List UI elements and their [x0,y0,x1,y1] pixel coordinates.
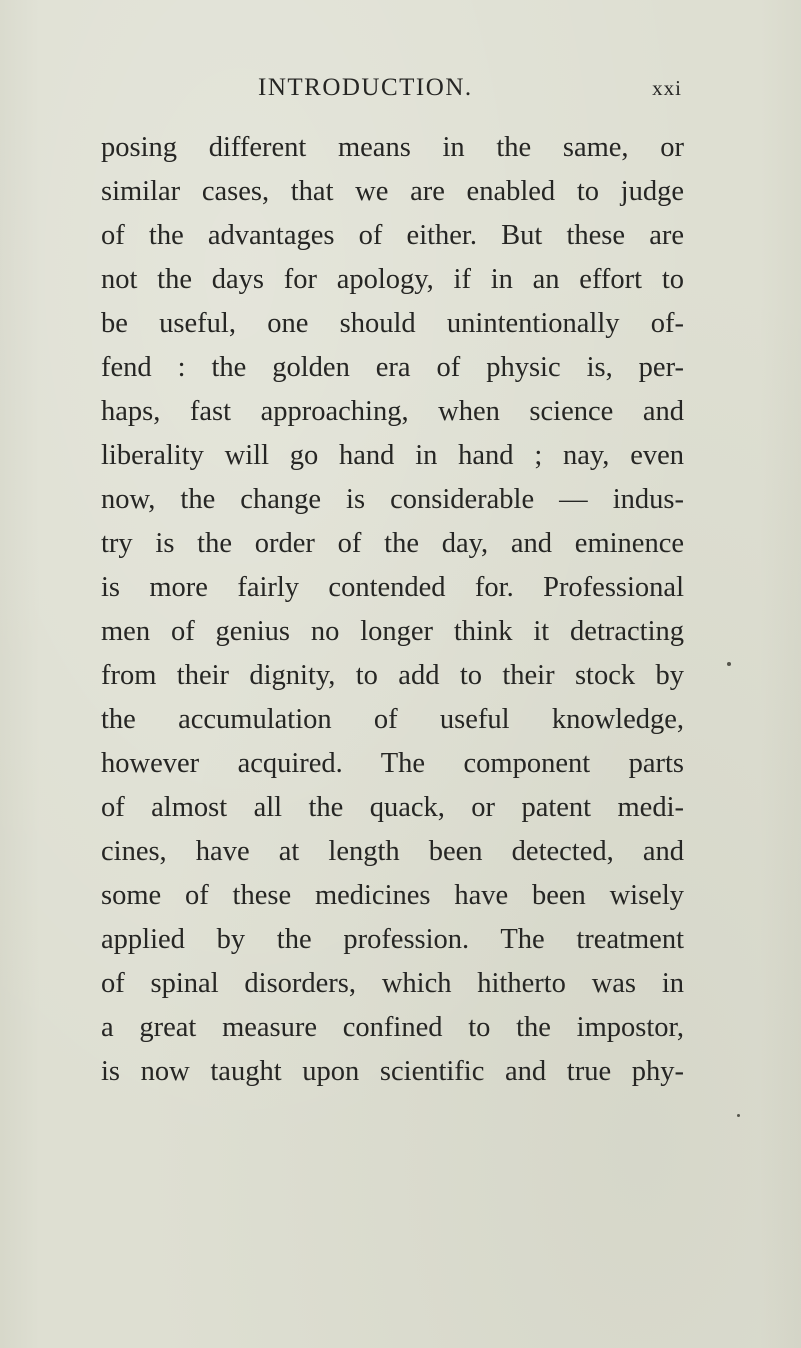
text-line: applied by the profession. The treatment [101,924,684,955]
text-line: similar cases, that we are enabled to judge [101,176,684,207]
text-line: men of genius no longer think it detracting [101,616,684,647]
text-line: of almost all the quack, or patent medi- [101,792,684,823]
text-line: fend : the golden era of physic is, per- [101,352,684,383]
text-line: try is the order of the day, and eminence [101,528,684,559]
text-line: not the days for apology, if in an effort to [101,264,684,295]
text-line: the accumulation of useful knowledge, [101,704,684,735]
text-line: from their dignity, to add to their stock by [101,660,684,691]
text-line: cines, have at length been detected, and [101,836,684,867]
text-line: posing different means in the same, or [101,132,684,163]
text-line: of the advantages of either. But these are [101,220,684,251]
text-line: liberality will go hand in hand ; nay, even [101,440,684,471]
text-line: of spinal disorders, which hitherto was in [101,968,684,999]
paper-speck [727,662,731,666]
text-line: a great measure confined to the impostor, [101,1012,684,1043]
paper-speck [737,1114,740,1117]
text-line: some of these medicines have been wisely [101,880,684,911]
body-text [101,126,684,1094]
text-line: be useful, one should unintentionally of- [101,308,684,339]
text-line: is now taught upon scientific and true phy- [101,1056,684,1087]
text-line: haps, fast approaching, when science and [101,396,684,427]
text-line: is more fairly contended for. Professional [101,572,684,603]
text-line: however acquired. The component parts [101,748,684,779]
running-head [100,68,682,108]
page-number: xxi [652,76,682,100]
running-head-title: INTRODUCTION. [258,74,473,101]
text-line: now, the change is considerable — indus- [101,484,684,515]
